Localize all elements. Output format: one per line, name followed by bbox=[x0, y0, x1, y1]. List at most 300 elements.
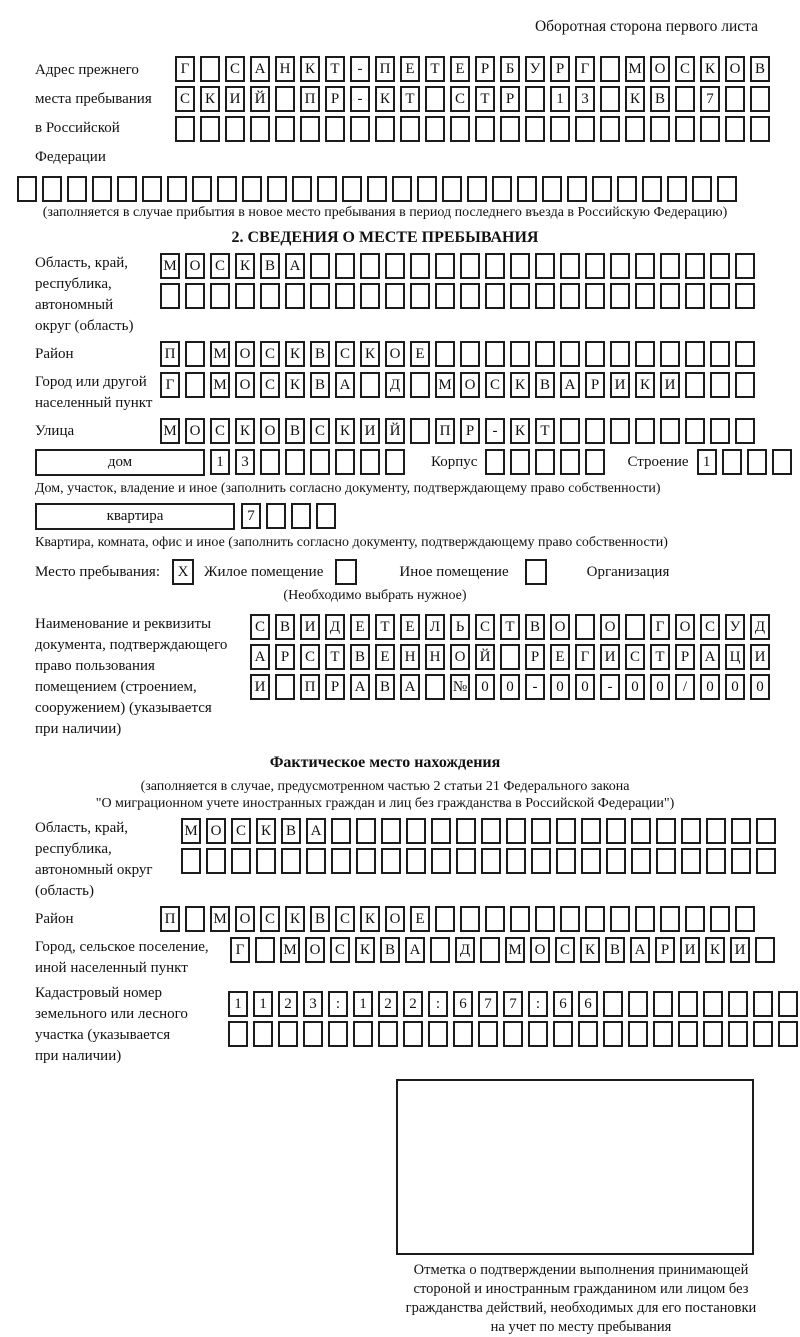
char-box[interactable]: В bbox=[750, 56, 770, 82]
char-box[interactable] bbox=[585, 283, 605, 309]
char-box[interactable] bbox=[753, 991, 773, 1017]
char-box[interactable]: - bbox=[600, 674, 620, 700]
char-box[interactable]: 1 bbox=[253, 991, 273, 1017]
char-box[interactable]: О bbox=[460, 372, 480, 398]
char-box[interactable] bbox=[435, 906, 455, 932]
char-box[interactable] bbox=[585, 341, 605, 367]
char-box[interactable] bbox=[350, 116, 370, 142]
char-box[interactable] bbox=[735, 906, 755, 932]
char-box[interactable]: - bbox=[485, 418, 505, 444]
char-box[interactable]: 6 bbox=[553, 991, 573, 1017]
char-box[interactable]: Р bbox=[325, 86, 345, 112]
char-box[interactable]: : bbox=[328, 991, 348, 1017]
char-box[interactable]: С bbox=[335, 906, 355, 932]
char-box[interactable]: 3 bbox=[235, 449, 255, 475]
char-box[interactable]: П bbox=[300, 674, 320, 700]
char-box[interactable]: С bbox=[675, 56, 695, 82]
char-box[interactable] bbox=[92, 176, 112, 202]
char-box[interactable] bbox=[331, 848, 351, 874]
char-box[interactable] bbox=[631, 848, 651, 874]
char-box[interactable] bbox=[285, 449, 305, 475]
char-box[interactable]: 1 bbox=[550, 86, 570, 112]
char-box[interactable]: И bbox=[225, 86, 245, 112]
char-box[interactable] bbox=[335, 283, 355, 309]
char-box[interactable] bbox=[400, 116, 420, 142]
char-box[interactable]: О bbox=[235, 372, 255, 398]
char-box[interactable] bbox=[685, 253, 705, 279]
char-box[interactable]: К bbox=[285, 341, 305, 367]
char-box[interactable] bbox=[67, 176, 87, 202]
char-box[interactable] bbox=[600, 56, 620, 82]
char-box[interactable] bbox=[485, 283, 505, 309]
char-box[interactable] bbox=[722, 449, 742, 475]
char-box[interactable]: Д bbox=[750, 614, 770, 640]
char-box[interactable] bbox=[725, 86, 745, 112]
char-box[interactable] bbox=[378, 1021, 398, 1047]
char-box[interactable]: С bbox=[175, 86, 195, 112]
char-box[interactable]: О bbox=[260, 418, 280, 444]
char-box[interactable] bbox=[685, 906, 705, 932]
char-box[interactable] bbox=[217, 176, 237, 202]
char-box[interactable] bbox=[481, 848, 501, 874]
char-box[interactable] bbox=[731, 818, 751, 844]
char-box[interactable] bbox=[328, 1021, 348, 1047]
char-box[interactable] bbox=[228, 1021, 248, 1047]
char-box[interactable]: Р bbox=[655, 937, 675, 963]
char-box[interactable] bbox=[435, 283, 455, 309]
char-box[interactable]: Н bbox=[275, 56, 295, 82]
char-box[interactable]: 1 bbox=[697, 449, 717, 475]
char-box[interactable]: С bbox=[555, 937, 575, 963]
char-box[interactable] bbox=[675, 116, 695, 142]
char-box[interactable]: Н bbox=[400, 644, 420, 670]
char-box[interactable]: А bbox=[250, 644, 270, 670]
char-box[interactable] bbox=[535, 906, 555, 932]
char-box[interactable] bbox=[510, 283, 530, 309]
char-box[interactable]: П bbox=[375, 56, 395, 82]
char-box[interactable] bbox=[560, 341, 580, 367]
char-box[interactable] bbox=[192, 176, 212, 202]
char-box[interactable]: С bbox=[250, 614, 270, 640]
char-box[interactable] bbox=[710, 253, 730, 279]
char-box[interactable] bbox=[628, 991, 648, 1017]
char-box[interactable] bbox=[42, 176, 62, 202]
char-box[interactable] bbox=[200, 116, 220, 142]
char-box[interactable]: 2 bbox=[403, 991, 423, 1017]
char-box[interactable]: В bbox=[281, 818, 301, 844]
char-box[interactable] bbox=[360, 449, 380, 475]
char-box[interactable]: Й bbox=[475, 644, 495, 670]
char-box[interactable]: 0 bbox=[650, 674, 670, 700]
char-box[interactable] bbox=[542, 176, 562, 202]
char-box[interactable] bbox=[431, 818, 451, 844]
char-box[interactable] bbox=[681, 848, 701, 874]
char-box[interactable] bbox=[560, 906, 580, 932]
char-box[interactable] bbox=[500, 644, 520, 670]
char-box[interactable] bbox=[456, 818, 476, 844]
char-box[interactable]: К bbox=[700, 56, 720, 82]
char-box[interactable] bbox=[710, 906, 730, 932]
char-box[interactable]: С bbox=[485, 372, 505, 398]
char-box[interactable]: В bbox=[380, 937, 400, 963]
char-box[interactable] bbox=[406, 818, 426, 844]
char-box[interactable]: И bbox=[730, 937, 750, 963]
char-box[interactable] bbox=[200, 56, 220, 82]
char-box[interactable]: С bbox=[260, 906, 280, 932]
char-box[interactable]: Р bbox=[475, 56, 495, 82]
char-box[interactable] bbox=[142, 176, 162, 202]
char-box[interactable]: Н bbox=[425, 644, 445, 670]
char-box[interactable] bbox=[435, 341, 455, 367]
char-box[interactable]: 1 bbox=[353, 991, 373, 1017]
char-box[interactable] bbox=[581, 818, 601, 844]
char-box[interactable] bbox=[506, 848, 526, 874]
char-box[interactable] bbox=[481, 818, 501, 844]
char-box[interactable]: 0 bbox=[750, 674, 770, 700]
char-box[interactable]: Б bbox=[500, 56, 520, 82]
char-box[interactable] bbox=[603, 991, 623, 1017]
char-box[interactable] bbox=[685, 372, 705, 398]
char-box[interactable] bbox=[560, 449, 580, 475]
char-box[interactable] bbox=[431, 848, 451, 874]
char-box[interactable] bbox=[181, 848, 201, 874]
checkbox-inoe[interactable] bbox=[335, 559, 357, 585]
char-box[interactable] bbox=[285, 283, 305, 309]
char-box[interactable] bbox=[685, 418, 705, 444]
char-box[interactable] bbox=[710, 418, 730, 444]
char-box[interactable]: У bbox=[725, 614, 745, 640]
char-box[interactable] bbox=[392, 176, 412, 202]
char-box[interactable] bbox=[310, 253, 330, 279]
char-box[interactable] bbox=[628, 1021, 648, 1047]
char-box[interactable]: О bbox=[600, 614, 620, 640]
char-box[interactable]: К bbox=[635, 372, 655, 398]
char-box[interactable] bbox=[685, 341, 705, 367]
char-box[interactable]: К bbox=[625, 86, 645, 112]
char-box[interactable]: Т bbox=[325, 56, 345, 82]
char-box[interactable]: 0 bbox=[625, 674, 645, 700]
char-box[interactable] bbox=[675, 86, 695, 112]
char-box[interactable]: Р bbox=[550, 56, 570, 82]
char-box[interactable]: К bbox=[355, 937, 375, 963]
char-box[interactable] bbox=[235, 283, 255, 309]
char-box[interactable] bbox=[625, 614, 645, 640]
char-box[interactable]: Е bbox=[450, 56, 470, 82]
char-box[interactable] bbox=[467, 176, 487, 202]
char-box[interactable] bbox=[331, 818, 351, 844]
char-box[interactable] bbox=[410, 372, 430, 398]
char-box[interactable]: Г bbox=[575, 56, 595, 82]
char-box[interactable] bbox=[385, 449, 405, 475]
char-box[interactable]: С bbox=[231, 818, 251, 844]
char-box[interactable]: Т bbox=[375, 614, 395, 640]
char-box[interactable]: 2 bbox=[278, 991, 298, 1017]
char-box[interactable] bbox=[375, 116, 395, 142]
char-box[interactable] bbox=[560, 283, 580, 309]
char-box[interactable] bbox=[600, 86, 620, 112]
char-box[interactable]: Й bbox=[250, 86, 270, 112]
char-box[interactable] bbox=[703, 1021, 723, 1047]
char-box[interactable] bbox=[756, 818, 776, 844]
char-box[interactable] bbox=[460, 906, 480, 932]
char-box[interactable] bbox=[485, 341, 505, 367]
char-box[interactable]: Р bbox=[325, 674, 345, 700]
char-box[interactable]: С bbox=[210, 253, 230, 279]
char-box[interactable]: К bbox=[510, 372, 530, 398]
char-box[interactable]: С bbox=[300, 644, 320, 670]
char-box[interactable] bbox=[453, 1021, 473, 1047]
char-box[interactable] bbox=[703, 991, 723, 1017]
char-box[interactable] bbox=[360, 253, 380, 279]
char-box[interactable] bbox=[750, 116, 770, 142]
char-box[interactable]: В bbox=[310, 341, 330, 367]
char-box[interactable]: В bbox=[525, 614, 545, 640]
char-box[interactable]: О bbox=[725, 56, 745, 82]
char-box[interactable] bbox=[510, 906, 530, 932]
char-box[interactable] bbox=[417, 176, 437, 202]
char-box[interactable] bbox=[717, 176, 737, 202]
char-box[interactable] bbox=[681, 818, 701, 844]
char-box[interactable]: В bbox=[310, 906, 330, 932]
char-box[interactable]: А bbox=[405, 937, 425, 963]
char-box[interactable]: В bbox=[310, 372, 330, 398]
char-box[interactable]: 2 bbox=[378, 991, 398, 1017]
char-box[interactable]: : bbox=[428, 991, 448, 1017]
char-box[interactable] bbox=[231, 848, 251, 874]
char-box[interactable] bbox=[660, 253, 680, 279]
char-box[interactable] bbox=[747, 449, 767, 475]
char-box[interactable]: С bbox=[260, 341, 280, 367]
char-box[interactable]: П bbox=[160, 906, 180, 932]
char-box[interactable]: 0 bbox=[475, 674, 495, 700]
char-box[interactable]: О bbox=[185, 253, 205, 279]
char-box[interactable]: Г bbox=[575, 644, 595, 670]
char-box[interactable]: Т bbox=[500, 614, 520, 640]
char-box[interactable] bbox=[335, 253, 355, 279]
char-box[interactable] bbox=[750, 86, 770, 112]
char-box[interactable] bbox=[442, 176, 462, 202]
char-box[interactable]: К bbox=[200, 86, 220, 112]
char-box[interactable] bbox=[635, 253, 655, 279]
char-box[interactable] bbox=[360, 283, 380, 309]
char-box[interactable] bbox=[510, 341, 530, 367]
char-box[interactable] bbox=[531, 818, 551, 844]
char-box[interactable] bbox=[735, 341, 755, 367]
char-box[interactable]: Д bbox=[325, 614, 345, 640]
char-box[interactable] bbox=[385, 253, 405, 279]
char-box[interactable] bbox=[556, 848, 576, 874]
char-box[interactable]: И bbox=[750, 644, 770, 670]
char-box[interactable] bbox=[778, 991, 798, 1017]
char-box[interactable]: О bbox=[235, 341, 255, 367]
char-box[interactable]: О bbox=[385, 906, 405, 932]
char-box[interactable] bbox=[710, 372, 730, 398]
char-box[interactable] bbox=[635, 906, 655, 932]
char-box[interactable]: О bbox=[385, 341, 405, 367]
char-box[interactable]: В bbox=[535, 372, 555, 398]
char-box[interactable] bbox=[492, 176, 512, 202]
char-box[interactable]: Т bbox=[475, 86, 495, 112]
char-box[interactable] bbox=[360, 372, 380, 398]
char-box[interactable]: К bbox=[300, 56, 320, 82]
char-box[interactable] bbox=[610, 906, 630, 932]
char-box[interactable]: О bbox=[450, 644, 470, 670]
char-box[interactable] bbox=[242, 176, 262, 202]
char-box[interactable] bbox=[185, 341, 205, 367]
dom-named-box[interactable]: дом bbox=[35, 449, 205, 476]
char-box[interactable]: А bbox=[285, 253, 305, 279]
char-box[interactable] bbox=[325, 116, 345, 142]
char-box[interactable] bbox=[635, 283, 655, 309]
char-box[interactable] bbox=[160, 283, 180, 309]
char-box[interactable] bbox=[310, 449, 330, 475]
char-box[interactable]: О bbox=[550, 614, 570, 640]
char-box[interactable]: У bbox=[525, 56, 545, 82]
char-box[interactable] bbox=[756, 848, 776, 874]
char-box[interactable] bbox=[480, 937, 500, 963]
char-box[interactable]: Г bbox=[650, 614, 670, 640]
char-box[interactable]: Е bbox=[375, 644, 395, 670]
char-box[interactable] bbox=[667, 176, 687, 202]
char-box[interactable] bbox=[728, 1021, 748, 1047]
char-box[interactable] bbox=[610, 253, 630, 279]
char-box[interactable] bbox=[567, 176, 587, 202]
char-box[interactable]: К bbox=[256, 818, 276, 844]
char-box[interactable] bbox=[585, 449, 605, 475]
char-box[interactable]: 7 bbox=[503, 991, 523, 1017]
char-box[interactable] bbox=[706, 818, 726, 844]
char-box[interactable] bbox=[266, 503, 286, 529]
char-box[interactable] bbox=[560, 418, 580, 444]
char-box[interactable] bbox=[485, 906, 505, 932]
char-box[interactable]: В bbox=[605, 937, 625, 963]
char-box[interactable] bbox=[260, 283, 280, 309]
char-box[interactable]: Е bbox=[400, 614, 420, 640]
char-box[interactable] bbox=[292, 176, 312, 202]
char-box[interactable] bbox=[578, 1021, 598, 1047]
char-box[interactable]: Р bbox=[675, 644, 695, 670]
char-box[interactable] bbox=[478, 1021, 498, 1047]
char-box[interactable] bbox=[381, 848, 401, 874]
char-box[interactable] bbox=[175, 116, 195, 142]
char-box[interactable]: К bbox=[235, 253, 255, 279]
char-box[interactable]: С bbox=[450, 86, 470, 112]
char-box[interactable] bbox=[692, 176, 712, 202]
char-box[interactable] bbox=[275, 116, 295, 142]
char-box[interactable] bbox=[410, 283, 430, 309]
char-box[interactable]: Л bbox=[425, 614, 445, 640]
char-box[interactable]: 3 bbox=[303, 991, 323, 1017]
char-box[interactable]: 7 bbox=[478, 991, 498, 1017]
char-box[interactable]: М bbox=[160, 418, 180, 444]
char-box[interactable] bbox=[381, 818, 401, 844]
char-box[interactable] bbox=[772, 449, 792, 475]
char-box[interactable] bbox=[425, 674, 445, 700]
char-box[interactable]: А bbox=[350, 674, 370, 700]
char-box[interactable]: Р bbox=[525, 644, 545, 670]
char-box[interactable]: П bbox=[435, 418, 455, 444]
char-box[interactable] bbox=[725, 116, 745, 142]
char-box[interactable] bbox=[510, 253, 530, 279]
char-box[interactable]: - bbox=[525, 674, 545, 700]
char-box[interactable] bbox=[185, 283, 205, 309]
char-box[interactable]: М bbox=[505, 937, 525, 963]
char-box[interactable] bbox=[606, 848, 626, 874]
char-box[interactable] bbox=[185, 372, 205, 398]
char-box[interactable] bbox=[581, 848, 601, 874]
char-box[interactable] bbox=[635, 341, 655, 367]
char-box[interactable]: С bbox=[310, 418, 330, 444]
char-box[interactable]: К bbox=[360, 906, 380, 932]
char-box[interactable] bbox=[550, 116, 570, 142]
char-box[interactable] bbox=[635, 418, 655, 444]
char-box[interactable]: П bbox=[160, 341, 180, 367]
char-box[interactable] bbox=[253, 1021, 273, 1047]
char-box[interactable] bbox=[660, 418, 680, 444]
char-box[interactable]: М bbox=[435, 372, 455, 398]
char-box[interactable]: Г bbox=[160, 372, 180, 398]
char-box[interactable]: О bbox=[206, 818, 226, 844]
char-box[interactable]: М bbox=[625, 56, 645, 82]
char-box[interactable]: К bbox=[335, 418, 355, 444]
char-box[interactable] bbox=[475, 116, 495, 142]
char-box[interactable] bbox=[731, 848, 751, 874]
char-box[interactable]: Т bbox=[425, 56, 445, 82]
char-box[interactable] bbox=[255, 937, 275, 963]
char-box[interactable]: О bbox=[235, 906, 255, 932]
char-box[interactable]: Е bbox=[410, 906, 430, 932]
char-box[interactable] bbox=[606, 818, 626, 844]
char-box[interactable]: А bbox=[630, 937, 650, 963]
char-box[interactable]: В bbox=[650, 86, 670, 112]
char-box[interactable] bbox=[650, 116, 670, 142]
char-box[interactable] bbox=[656, 848, 676, 874]
char-box[interactable]: К bbox=[285, 906, 305, 932]
char-box[interactable]: Ь bbox=[450, 614, 470, 640]
char-box[interactable] bbox=[710, 283, 730, 309]
char-box[interactable]: Е bbox=[550, 644, 570, 670]
char-box[interactable]: И bbox=[600, 644, 620, 670]
char-box[interactable] bbox=[410, 418, 430, 444]
char-box[interactable]: 1 bbox=[210, 449, 230, 475]
char-box[interactable]: М bbox=[210, 341, 230, 367]
char-box[interactable]: С bbox=[260, 372, 280, 398]
char-box[interactable] bbox=[678, 991, 698, 1017]
char-box[interactable] bbox=[706, 848, 726, 874]
char-box[interactable]: И bbox=[610, 372, 630, 398]
char-box[interactable] bbox=[17, 176, 37, 202]
char-box[interactable]: В bbox=[375, 674, 395, 700]
char-box[interactable]: М bbox=[181, 818, 201, 844]
char-box[interactable] bbox=[435, 253, 455, 279]
char-box[interactable] bbox=[660, 906, 680, 932]
char-box[interactable] bbox=[735, 372, 755, 398]
char-box[interactable]: М bbox=[160, 253, 180, 279]
char-box[interactable]: С bbox=[625, 644, 645, 670]
char-box[interactable]: К bbox=[375, 86, 395, 112]
char-box[interactable]: К bbox=[580, 937, 600, 963]
char-box[interactable] bbox=[275, 86, 295, 112]
char-box[interactable] bbox=[660, 341, 680, 367]
char-box[interactable] bbox=[610, 418, 630, 444]
char-box[interactable] bbox=[275, 674, 295, 700]
char-box[interactable]: № bbox=[450, 674, 470, 700]
char-box[interactable] bbox=[367, 176, 387, 202]
char-box[interactable] bbox=[356, 818, 376, 844]
char-box[interactable]: В bbox=[285, 418, 305, 444]
char-box[interactable] bbox=[653, 991, 673, 1017]
char-box[interactable]: Й bbox=[385, 418, 405, 444]
